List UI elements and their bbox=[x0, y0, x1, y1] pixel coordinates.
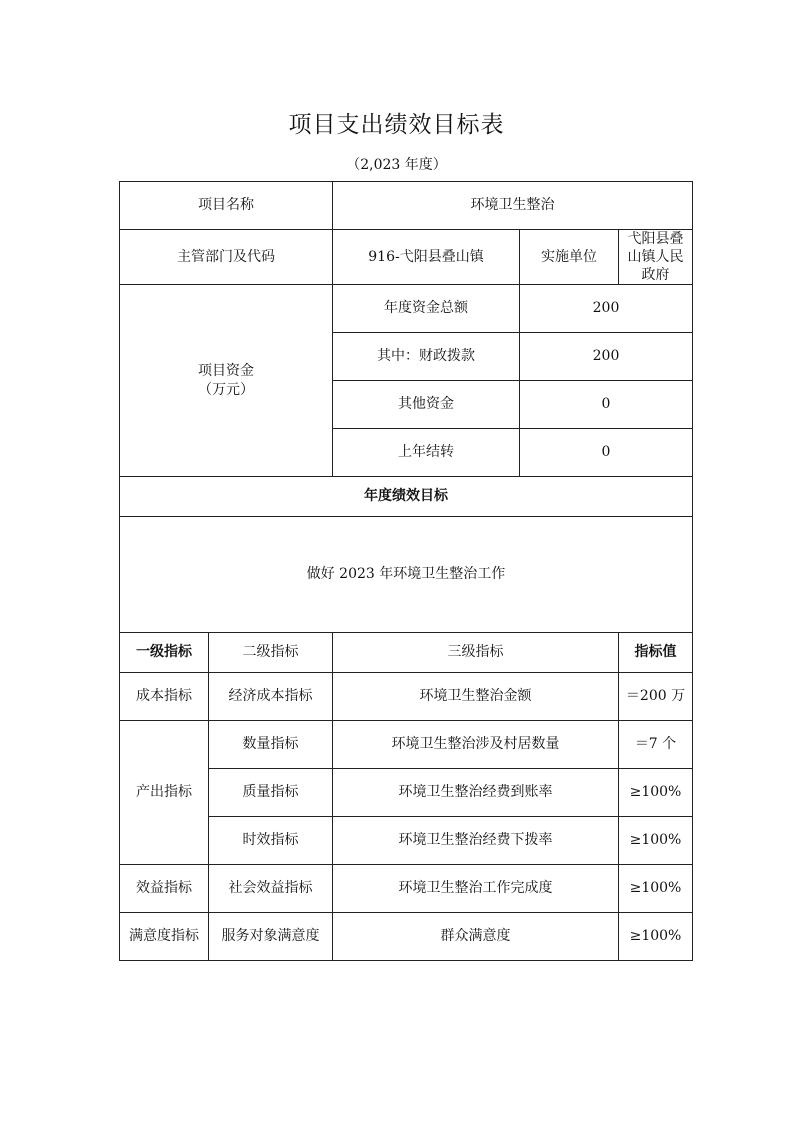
level1-cell: 效益指标 bbox=[120, 865, 209, 913]
value-cell: ≥100% bbox=[619, 865, 693, 913]
funds-row-label: 上年结转 bbox=[333, 429, 520, 477]
annual-goal-text: 做好 2023 年环境卫生整治工作 bbox=[120, 517, 693, 633]
level2-cell: 社会效益指标 bbox=[209, 865, 333, 913]
value-cell: ≥100% bbox=[619, 817, 693, 865]
funds-row-label: 其中：财政拨款 bbox=[333, 333, 520, 381]
indicator-row bbox=[120, 673, 693, 721]
year-subtitle: （2,023 年度） bbox=[346, 157, 447, 173]
project-name-row bbox=[120, 182, 693, 230]
value-cell: ≥100% bbox=[619, 913, 693, 961]
level1-cell: 产出指标 bbox=[120, 721, 209, 865]
funds-row-value: 200 bbox=[520, 285, 693, 333]
level2-cell: 数量指标 bbox=[209, 721, 333, 769]
level3-cell: 环境卫生整治金额 bbox=[333, 673, 619, 721]
funds-row-value: 0 bbox=[520, 429, 693, 477]
implementing-unit-label: 实施单位 bbox=[520, 230, 619, 285]
value-header: 指标值 bbox=[619, 633, 693, 673]
department-value: 916-弋阳县叠山镇 bbox=[333, 230, 520, 285]
funds-row-value: 0 bbox=[520, 381, 693, 429]
level2-header: 二级指标 bbox=[209, 633, 333, 673]
level2-cell: 质量指标 bbox=[209, 769, 333, 817]
performance-target-table bbox=[119, 181, 693, 961]
annual-goal-header-row bbox=[120, 477, 693, 517]
level3-header: 三级指标 bbox=[333, 633, 619, 673]
level1-cell: 成本指标 bbox=[120, 673, 209, 721]
funds-row-label: 年度资金总额 bbox=[333, 285, 520, 333]
level3-cell: 环境卫生整治涉及村居数量 bbox=[333, 721, 619, 769]
project-name-value: 环境卫生整治 bbox=[333, 182, 693, 230]
indicator-row bbox=[120, 865, 693, 913]
value-cell: ＝7 个 bbox=[619, 721, 693, 769]
level3-cell: 环境卫生整治经费下拨率 bbox=[333, 817, 619, 865]
indicator-header-row bbox=[120, 633, 693, 673]
funds-label bbox=[120, 285, 333, 477]
implementing-unit-value: 弋阳县叠山镇人民政府 bbox=[619, 230, 693, 285]
project-name-label: 项目名称 bbox=[120, 182, 333, 230]
indicator-row bbox=[120, 721, 693, 769]
funds-label-line1: 项目资金 bbox=[198, 362, 254, 379]
funds-row-value: 200 bbox=[520, 333, 693, 381]
value-cell: ≥100% bbox=[619, 769, 693, 817]
level2-cell: 时效指标 bbox=[209, 817, 333, 865]
annual-goal-header: 年度绩效目标 bbox=[120, 477, 693, 517]
funds-row bbox=[120, 285, 693, 333]
level3-cell: 环境卫生整治经费到账率 bbox=[333, 769, 619, 817]
indicator-row bbox=[120, 913, 693, 961]
value-cell: ＝200 万 bbox=[619, 673, 693, 721]
level2-cell: 服务对象满意度 bbox=[209, 913, 333, 961]
page-title: 项目支出绩效目标表 bbox=[288, 112, 505, 138]
level1-header: 一级指标 bbox=[120, 633, 209, 673]
funds-row-label: 其他资金 bbox=[333, 381, 520, 429]
level3-cell: 环境卫生整治工作完成度 bbox=[333, 865, 619, 913]
funds-label-line2: （万元） bbox=[198, 381, 254, 398]
annual-goal-row bbox=[120, 517, 693, 633]
level2-cell: 经济成本指标 bbox=[209, 673, 333, 721]
department-row bbox=[120, 230, 693, 285]
level3-cell: 群众满意度 bbox=[333, 913, 619, 961]
level1-cell: 满意度指标 bbox=[120, 913, 209, 961]
department-label: 主管部门及代码 bbox=[120, 230, 333, 285]
